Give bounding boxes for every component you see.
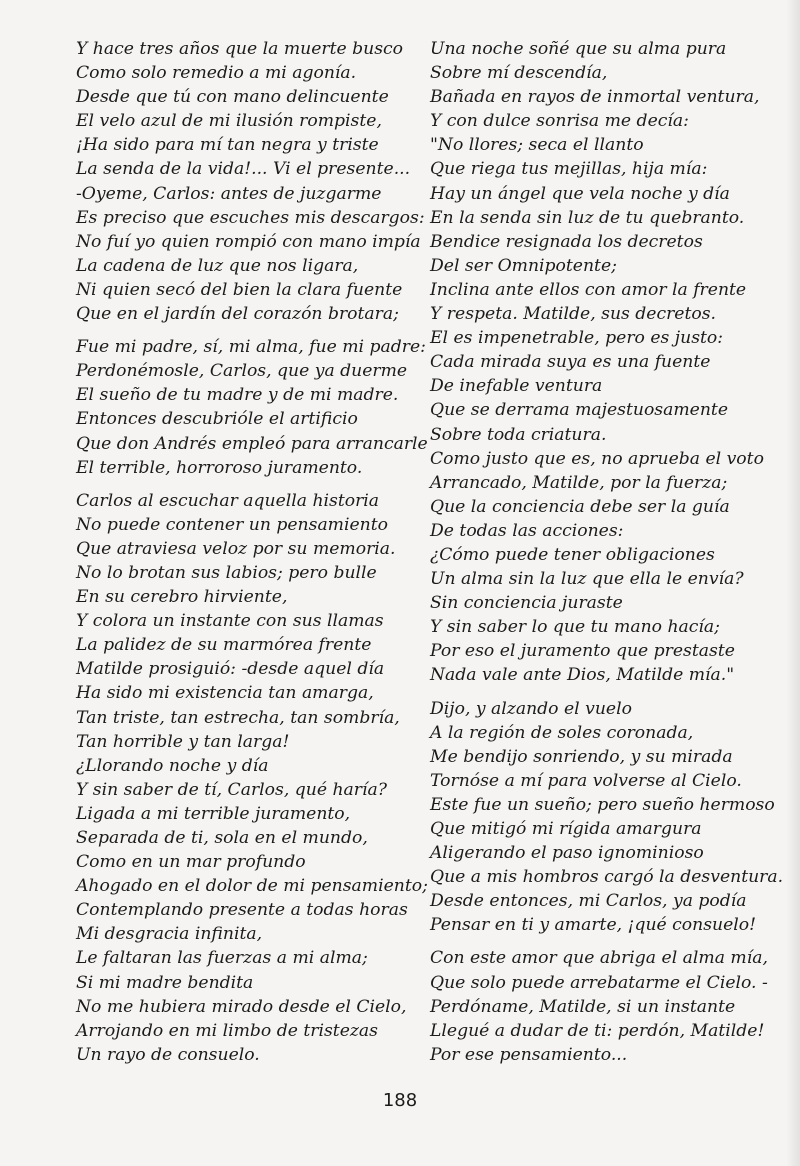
verse-line: Dijo, y alzando el vuelo	[430, 698, 632, 719]
verse-line: Si mi madre bendita	[76, 972, 254, 993]
verse-line: Arrojando en mi limbo de tristezas	[76, 1020, 378, 1041]
right-poem-column	[430, 37, 790, 1067]
verse-line: Que a mis hombros cargó la desventura.	[430, 867, 784, 888]
right-stanza	[430, 697, 790, 938]
verse-line: La palidez de su marmórea frente	[76, 635, 372, 656]
verse-line: Que la conciencia debe ser la guía	[430, 496, 730, 517]
verse-line: Este fue un sueño; pero sueño hermoso	[430, 794, 775, 815]
verse-line: Con este amor que abriga el alma mía,	[430, 948, 768, 969]
verse-line: Bañada en rayos de inmortal ventura,	[430, 87, 760, 108]
stanza-gap	[76, 480, 416, 489]
verse-line: Que mitigó mi rígida amargura	[430, 819, 702, 839]
verse-line: Desde que tú con mano delincuente	[76, 87, 389, 108]
verse-line: La senda de la vida!... Vi el presente...	[76, 159, 411, 180]
verse-line: Perdonémosle, Carlos, que ya duerme	[76, 361, 408, 382]
verse-line: Que don Andrés empleó para arrancarle	[76, 433, 428, 454]
verse-line: Ligada a mi terrible juramento,	[76, 803, 351, 824]
stanza-gap	[430, 937, 790, 946]
verse-line: A la región de soles coronada,	[430, 722, 694, 743]
verse-line: Inclina ante ellos con amor la frente	[430, 279, 747, 300]
verse-line: Sobre toda criatura.	[430, 424, 607, 445]
verse-line: Aligerando el paso ignominioso	[430, 843, 704, 864]
page-number: 188	[382, 1090, 418, 1111]
right-stanza	[430, 946, 790, 1066]
verse-line: Es preciso que escuches mis descargos:	[76, 207, 425, 228]
verse-line: Y hace tres años que la muerte busco	[76, 39, 403, 59]
verse-line: El velo azul de mi ilusión rompiste,	[76, 111, 382, 132]
verse-line: En su cerebro hirviente,	[76, 587, 288, 608]
verse-line: ¿Llorando noche y día	[76, 755, 269, 776]
verse-line: Ni quien secó del bien la clara fuente	[76, 279, 403, 300]
verse-line: Bendice resignada los decretos	[430, 231, 703, 252]
verse-line: No fuí yo quien rompió con mano impía	[76, 231, 421, 252]
verse-line: Llegué a dudar de ti: perdón, Matilde!	[430, 1020, 765, 1041]
verse-line: ¡Ha sido para mí tan negra y triste	[76, 135, 379, 156]
verse-line: Del ser Omnipotente;	[430, 255, 617, 276]
verse-line: Le faltaran las fuerzas a mi alma;	[76, 948, 368, 969]
stanza-gap	[76, 326, 416, 335]
verse-line: Tan horrible y tan larga!	[76, 731, 290, 752]
verse-line: Y sin saber de tí, Carlos, qué haría?	[76, 779, 387, 800]
verse-line: Separada de ti, sola en el mundo,	[76, 828, 368, 848]
verse-line: De inefable ventura	[430, 376, 603, 397]
verse-line: Sobre mí descendía,	[430, 63, 608, 84]
verse-line: Arrancado, Matilde, por la fuerza;	[430, 472, 728, 493]
verse-line: No me hubiera mirado desde el Cielo,	[76, 996, 407, 1017]
verse-line: No puede contener un pensamiento	[76, 514, 388, 535]
verse-line: Hay un ángel que vela noche y día	[430, 183, 730, 204]
verse-line: Por ese pensamiento...	[430, 1044, 628, 1065]
verse-line: Matilde prosiguió: -desde aquel día	[76, 659, 385, 680]
verse-line: La cadena de luz que nos ligara,	[76, 255, 359, 276]
verse-line: Carlos al escuchar aquella historia	[76, 490, 380, 511]
verse-line: Tan triste, tan estrecha, tan sombría,	[76, 707, 400, 728]
verse-line: Mi desgracia infinita,	[76, 924, 263, 945]
verse-line: Ha sido mi existencia tan amarga,	[76, 683, 374, 704]
verse-line: Tornóse a mí para volverse al Cielo.	[430, 770, 742, 791]
verse-line: Me bendijo sonriendo, y su mirada	[430, 746, 733, 767]
verse-line: Pensar en ti y amarte, ¡qué consuelo!	[430, 915, 757, 936]
verse-line: Y respeta. Matilde, sus decretos.	[430, 304, 717, 325]
verse-line: Desde entonces, mi Carlos, ya podía	[430, 891, 747, 912]
verse-line: Y con dulce sonrisa me decía:	[430, 111, 689, 132]
verse-line: Como en un mar profundo	[76, 852, 306, 873]
stanza-gap	[430, 688, 790, 697]
verse-line: Por eso el juramento que prestaste	[430, 641, 735, 662]
verse-line: -Oyeme, Carlos: antes de juzgarme	[76, 183, 382, 204]
verse-line: De todas las acciones:	[430, 520, 624, 541]
verse-line: El es impenetrable, pero es justo:	[430, 328, 724, 349]
verse-line: ¿Cómo puede tener obligaciones	[430, 544, 715, 565]
verse-line: Entonces descubrióle el artificio	[76, 409, 358, 430]
left-poem-column	[76, 37, 428, 1067]
verse-line: Un alma sin la luz que ella le envía?	[430, 569, 744, 590]
verse-line: Un rayo de consuelo.	[76, 1044, 260, 1065]
verse-line: "No llores; seca el llanto	[430, 135, 644, 156]
verse-line: Contemplando presente a todas horas	[76, 900, 408, 921]
left-stanza	[76, 489, 428, 1067]
verse-line: Como solo remedio a mi agonía.	[76, 63, 357, 84]
verse-line: Ahogado en el dolor de mi pensamiento;	[76, 876, 428, 897]
verse-line: Sin conciencia juraste	[430, 593, 623, 614]
left-stanza	[76, 37, 425, 326]
verse-line: No lo brotan sus labios; pero bulle	[76, 562, 377, 583]
verse-line: Que en el jardín del corazón brotara;	[76, 304, 399, 325]
verse-line: El sueño de tu madre y de mi madre.	[76, 385, 399, 406]
verse-line: Nada vale ante Dios, Matilde mía."	[430, 665, 735, 686]
left-stanza	[76, 335, 428, 480]
right-stanza	[430, 37, 790, 688]
verse-line: Que se derrama majestuosamente	[430, 400, 728, 421]
verse-line: Una noche soñé que su alma pura	[430, 39, 727, 59]
verse-line: Y colora un instante con sus llamas	[76, 611, 384, 632]
verse-line: Cada mirada suya es una fuente	[430, 352, 711, 373]
verse-line: El terrible, horroroso juramento.	[76, 457, 363, 478]
verse-line: Que riega tus mejillas, hija mía:	[430, 159, 708, 180]
verse-line: Fue mi padre, sí, mi alma, fue mi padre:	[76, 337, 426, 358]
verse-line: Como justo que es, no aprueba el voto	[430, 448, 764, 469]
verse-line: Que atraviesa veloz por su memoria.	[76, 538, 396, 559]
page-edge-shadow	[786, 0, 800, 1166]
verse-line: Que solo puede arrebatarme el Cielo. -	[430, 972, 768, 993]
verse-line: Y sin saber lo que tu mano hacía;	[430, 617, 720, 638]
verse-line: Perdóname, Matilde, si un instante	[430, 996, 736, 1017]
verse-line: En la senda sin luz de tu quebranto.	[430, 207, 745, 228]
